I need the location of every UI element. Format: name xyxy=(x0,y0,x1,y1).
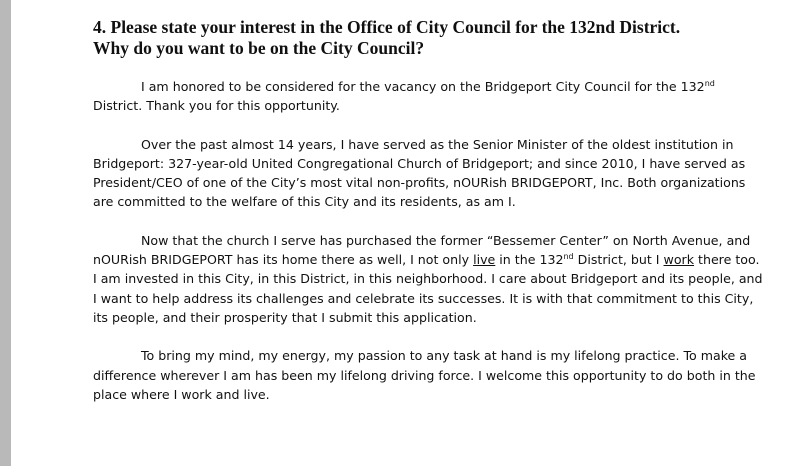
paragraph-3-text-a: Now that the church I serve has purchased the former “Bessemer Center” on North Avenue, and nOURish BRIDGEPORT has its home there as well, I not only xyxy=(93,232,751,268)
question-line-1: 4. Please state your interest in the Office of City Council for the 132nd District. xyxy=(93,17,681,37)
paragraph-4: To bring my mind, my energy, my passion to any task at hand is my lifelong practice. To make a difference wherever I am has been my lifelong driving force. I welcome this opportunity to do both in the place where I work and live. xyxy=(93,348,756,402)
document-page xyxy=(11,0,801,466)
underlined-live: live xyxy=(473,252,496,268)
paragraph-3-text-c: District, but I xyxy=(573,252,664,268)
answer-body xyxy=(93,77,763,404)
paragraph-3-text-b: in the 132 xyxy=(495,252,564,268)
viewer-left-margin xyxy=(0,0,11,466)
paragraph-1-text-a: I am honored to be considered for the vacancy on the Bridgeport City Council for the 132 xyxy=(141,79,705,94)
paragraph-3 xyxy=(93,231,763,327)
underlined-work: work xyxy=(663,252,695,268)
ordinal-suffix: nd xyxy=(704,78,715,88)
paragraph-1 xyxy=(93,77,763,116)
paragraph-3-text-d: there too. I am invested in this City, in this District, in this neighborhood. I care about Bridgeport and its people, and I want to help address its challenges and celebrate its successes. It is with that commitment to this City, its people, and their prosperity that I submit this application. xyxy=(93,252,763,325)
ordinal-suffix: nd xyxy=(563,251,574,261)
paragraph-1-text-b: District. Thank you for this opportunity. xyxy=(93,98,340,114)
question-line-2: Why do you want to be on the City Council? xyxy=(93,38,425,58)
question-heading xyxy=(93,17,773,59)
paragraph-2: Over the past almost 14 years, I have served as the Senior Minister of the oldest institution in Bridgeport: 327-year-old United Congregational Church of Bridgeport; and since 2010, I have served as President/CEO of one of the City’s most vital non-profits, nOURish BRIDGEPORT, Inc. Both organizations are committed to the welfare of this City and its residents, as am I. xyxy=(93,136,746,210)
